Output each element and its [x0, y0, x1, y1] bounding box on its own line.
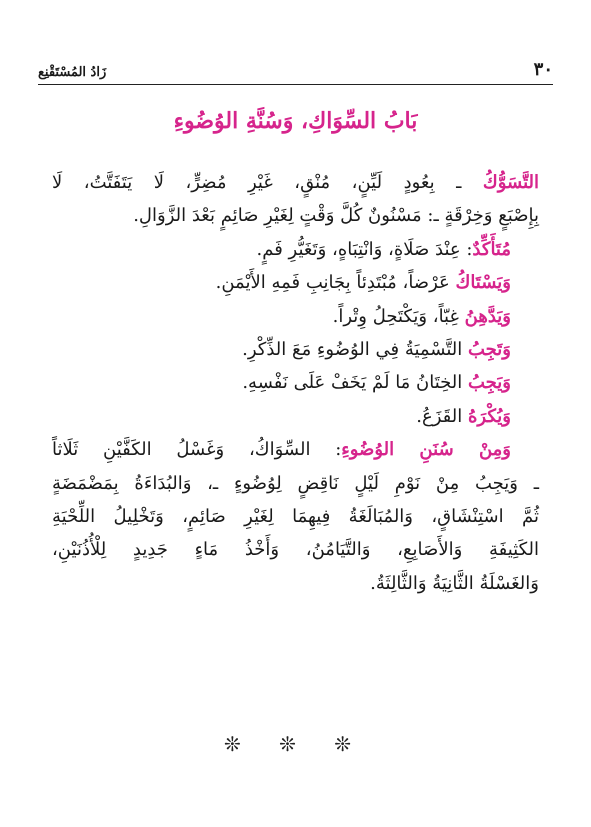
- text-line: [52, 266, 539, 299]
- text-line: [52, 199, 539, 232]
- keyword: وَتَجِبُ: [468, 339, 511, 361]
- text-line: [52, 166, 539, 199]
- line-text: : السِّوَاكُ، وَغَسْلُ الكَفَّيْنِ ثَلَاثاً: [52, 439, 342, 461]
- text-line: [52, 533, 539, 566]
- body-text: [52, 166, 539, 600]
- keyword: وَيُكْرَهُ: [467, 405, 511, 427]
- line-text: عَرْضاً، مُبْتَدِئاً بِجَانِبِ فَمِهِ الأَيْمَنِ.: [215, 272, 456, 294]
- keyword: مُتَأَكِّدٌ: [472, 238, 511, 260]
- line-text: القَزَعُ.: [416, 405, 468, 427]
- line-text: ثُمَّ اسْتِنْشَاقٍ، وَالمُبَالَغَةُ فِيهِمَا لِغَيْرِ صَائِمٍ، وَتَخْلِيلُ اللِّحْيَةِ: [52, 506, 539, 528]
- keyword: وَيَجِبُ: [468, 372, 511, 394]
- text-line: [52, 500, 539, 533]
- line-text: الكَثِيفَةِ وَالأَصَابِعِ، وَالتَّيَامُنُ، وَأَخْذُ مَاءٍ جَدِيدٍ لِلْأُذُنَيْنِ،: [52, 539, 539, 561]
- text-line: [52, 433, 539, 466]
- header-divider: [38, 84, 553, 85]
- line-text: التَّسْمِيَةُ فِي الوُضُوءِ مَعَ الذِّكْرِ.: [242, 339, 468, 361]
- line-text: وَالغَسْلَةُ الثَّانِيَةُ وَالثَّالِثَةُ.: [370, 572, 539, 594]
- keyword: وَمِنْ سُنَنِ الوُضُوءِ: [341, 439, 511, 461]
- line-text: : عِنْدَ صَلَاةٍ، وَانْتِبَاهٍ، وَتَغَيُّرِ فَمٍ.: [256, 238, 473, 260]
- line-text: الخِتَانُ مَا لَمْ يَخَفْ عَلَى نَفْسِهِ.: [242, 372, 468, 394]
- line-text: غِبّاً، وَيَكْتَحِلُ وِتْراً.: [332, 305, 465, 327]
- keyword: التَّسَوُّكُ: [482, 172, 539, 193]
- text-line: [52, 567, 539, 600]
- page-number: ٣٠: [533, 59, 553, 80]
- text-line: [52, 233, 539, 266]
- keyword: وَيَدَّهِنُ: [464, 305, 511, 327]
- text-line: [52, 400, 539, 433]
- text-line: [52, 333, 539, 366]
- section-end-ornament: ❊ ❊ ❊: [224, 732, 367, 756]
- line-text: ـ بِعُودٍ لَيِّنٍ، مُنْقٍ، غَيْرِ مُضِرٍّ، لَا يَتَفَتَّتُ، لَا: [52, 172, 483, 193]
- keyword: وَيَسْتَاكُ: [455, 272, 511, 294]
- chapter-title: بَابُ السِّوَاكِ، وَسُنَّةِ الوُضُوءِ: [173, 108, 418, 134]
- text-line: [52, 467, 539, 500]
- line-text: ـ وَيَجِبُ مِنْ نَوْمِ لَيْلٍ نَاقِضٍ لِوُضُوءٍ ـ، وَالبُدَاءَةُ بِمَضْمَضَةٍ: [52, 472, 539, 494]
- line-text: بِإِصْبَعٍ وَخِرْقَةٍ ـ: مَسْنُونٌ كُلَّ وَقْتٍ لِغَيْرِ صَائِمٍ بَعْدَ الزَّوَالِ.: [133, 205, 539, 227]
- running-title: زَادُ المُسْتَقْنِع: [38, 65, 107, 80]
- text-line: [52, 300, 539, 333]
- text-line: [52, 366, 539, 399]
- page-header: [38, 58, 553, 80]
